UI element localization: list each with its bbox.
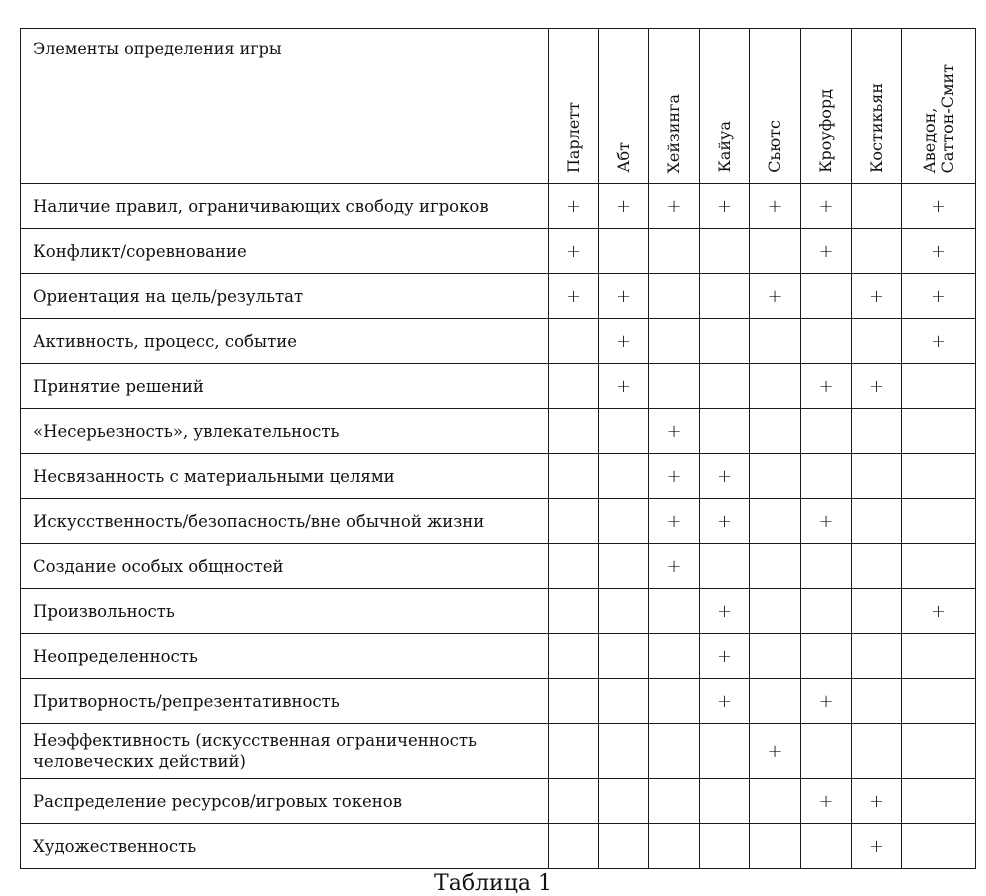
mark-cell-empty xyxy=(852,679,902,724)
mark-cell-empty xyxy=(649,364,700,409)
mark-cell-plus: + xyxy=(700,634,750,679)
author-header-huizinga xyxy=(649,29,700,184)
mark-cell-plus: + xyxy=(599,274,649,319)
row-label: Активность, процесс, событие xyxy=(33,331,297,351)
mark-cell-plus: + xyxy=(902,184,976,229)
mark-cell-empty xyxy=(599,824,649,869)
mark-cell-empty xyxy=(902,499,976,544)
mark-cell-empty xyxy=(599,679,649,724)
mark-cell-empty xyxy=(902,544,976,589)
table-row xyxy=(21,499,976,544)
mark-cell-empty xyxy=(549,779,599,824)
row-label: Неэффективность (искусственная ограниченность человеческих действий) xyxy=(33,731,478,771)
mark-cell-plus: + xyxy=(852,779,902,824)
mark-cell-empty xyxy=(549,679,599,724)
mark-cell-plus: + xyxy=(649,454,700,499)
mark-cell-empty xyxy=(902,409,976,454)
mark-cell-plus: + xyxy=(700,589,750,634)
table-row xyxy=(21,364,976,409)
mark-cell-plus: + xyxy=(750,724,801,779)
mark-cell-empty xyxy=(801,409,852,454)
mark-cell-empty xyxy=(649,679,700,724)
mark-cell-empty xyxy=(750,544,801,589)
row-label-cell xyxy=(21,229,549,274)
mark-cell-empty xyxy=(649,824,700,869)
mark-cell-empty xyxy=(599,499,649,544)
mark-cell-empty xyxy=(649,229,700,274)
author-header-crawford xyxy=(801,29,852,184)
author-header-costikyan xyxy=(852,29,902,184)
mark-cell-empty xyxy=(700,724,750,779)
mark-cell-empty xyxy=(599,779,649,824)
row-label-cell xyxy=(21,499,549,544)
mark-cell-empty xyxy=(700,319,750,364)
mark-cell-plus: + xyxy=(549,184,599,229)
row-label: Притворность/репрезентативность xyxy=(33,691,340,711)
mark-cell-empty xyxy=(750,589,801,634)
mark-cell-plus: + xyxy=(902,319,976,364)
mark-cell-empty xyxy=(700,364,750,409)
mark-cell-plus: + xyxy=(700,499,750,544)
author-label: Парлетт xyxy=(563,101,583,173)
mark-cell-plus: + xyxy=(801,184,852,229)
mark-cell-empty xyxy=(750,634,801,679)
author-header-avedon-sutton-smith xyxy=(902,29,976,184)
table-row xyxy=(21,589,976,634)
mark-cell-plus: + xyxy=(649,409,700,454)
game-definition-table xyxy=(20,28,976,869)
row-label: «Несерьезность», увлекательность xyxy=(33,421,340,441)
mark-cell-empty xyxy=(902,724,976,779)
mark-cell-plus: + xyxy=(750,274,801,319)
row-label-cell xyxy=(21,319,549,364)
table-row xyxy=(21,409,976,454)
row-label: Конфликт/соревнование xyxy=(33,241,247,261)
mark-cell-empty xyxy=(700,229,750,274)
mark-cell-empty xyxy=(649,634,700,679)
mark-cell-plus: + xyxy=(599,364,649,409)
mark-cell-plus: + xyxy=(801,499,852,544)
mark-cell-plus: + xyxy=(852,364,902,409)
mark-cell-empty xyxy=(750,454,801,499)
row-label: Создание особых общностей xyxy=(33,556,284,576)
table-row xyxy=(21,229,976,274)
mark-cell-empty xyxy=(649,724,700,779)
mark-cell-plus: + xyxy=(700,454,750,499)
author-header-suits xyxy=(750,29,801,184)
mark-cell-empty xyxy=(801,274,852,319)
author-label: Абт xyxy=(613,142,633,173)
row-label: Художественность xyxy=(33,836,197,856)
mark-cell-empty xyxy=(801,824,852,869)
mark-cell-empty xyxy=(902,679,976,724)
mark-cell-empty xyxy=(750,824,801,869)
mark-cell-empty xyxy=(801,544,852,589)
table-row xyxy=(21,184,976,229)
mark-cell-empty xyxy=(902,824,976,869)
mark-cell-empty xyxy=(852,319,902,364)
mark-cell-empty xyxy=(750,319,801,364)
mark-cell-empty xyxy=(700,824,750,869)
mark-cell-plus: + xyxy=(852,274,902,319)
corner-label: Элементы определения игры xyxy=(33,39,282,58)
table-body xyxy=(21,184,976,869)
mark-cell-empty xyxy=(549,724,599,779)
mark-cell-empty xyxy=(852,589,902,634)
table-caption: Таблица 1 xyxy=(434,871,552,896)
author-header-caillois xyxy=(700,29,750,184)
mark-cell-empty xyxy=(649,274,700,319)
row-label-cell xyxy=(21,184,549,229)
mark-cell-plus: + xyxy=(801,779,852,824)
table-row xyxy=(21,274,976,319)
row-label-cell xyxy=(21,364,549,409)
row-label: Наличие правил, ограничивающих свободу игроков xyxy=(33,196,489,216)
mark-cell-empty xyxy=(801,634,852,679)
mark-cell-empty xyxy=(750,229,801,274)
mark-cell-plus: + xyxy=(599,184,649,229)
mark-cell-empty xyxy=(852,724,902,779)
mark-cell-empty xyxy=(750,409,801,454)
row-label: Ориентация на цель/результат xyxy=(33,286,304,306)
mark-cell-empty xyxy=(599,454,649,499)
author-label: Сьютс xyxy=(765,120,784,173)
row-label-cell xyxy=(21,724,549,779)
mark-cell-plus: + xyxy=(549,229,599,274)
mark-cell-plus: + xyxy=(700,679,750,724)
mark-cell-empty xyxy=(549,319,599,364)
row-label-cell xyxy=(21,454,549,499)
table-row xyxy=(21,634,976,679)
author-label: Аведон, Саттон-Смит xyxy=(919,63,957,173)
table-row xyxy=(21,779,976,824)
table-row xyxy=(21,544,976,589)
author-label: Костикьян xyxy=(866,83,886,173)
mark-cell-empty xyxy=(549,499,599,544)
mark-cell-empty xyxy=(549,589,599,634)
mark-cell-empty xyxy=(549,409,599,454)
row-label-cell xyxy=(21,544,549,589)
game-definition-table-container xyxy=(20,28,975,869)
row-label: Неопределенность xyxy=(33,646,198,666)
mark-cell-empty xyxy=(599,229,649,274)
mark-cell-empty xyxy=(852,544,902,589)
row-label-cell xyxy=(21,589,549,634)
row-label: Искусственность/безопасность/вне обычной жизни xyxy=(33,511,485,531)
row-label: Принятие решений xyxy=(33,376,204,396)
row-label-cell xyxy=(21,634,549,679)
mark-cell-empty xyxy=(549,824,599,869)
row-label: Распределение ресурсов/игровых токенов xyxy=(33,791,403,811)
mark-cell-empty xyxy=(852,229,902,274)
mark-cell-empty xyxy=(902,364,976,409)
mark-cell-empty xyxy=(700,274,750,319)
mark-cell-empty xyxy=(852,454,902,499)
mark-cell-empty xyxy=(649,319,700,364)
author-label: Кайуа xyxy=(714,121,734,173)
mark-cell-plus: + xyxy=(902,589,976,634)
mark-cell-empty xyxy=(700,779,750,824)
mark-cell-empty xyxy=(852,499,902,544)
mark-cell-empty xyxy=(750,364,801,409)
mark-cell-empty xyxy=(700,544,750,589)
mark-cell-plus: + xyxy=(902,229,976,274)
author-header-abt xyxy=(599,29,649,184)
mark-cell-empty xyxy=(902,454,976,499)
table-row xyxy=(21,454,976,499)
mark-cell-empty xyxy=(801,319,852,364)
author-header-parlett xyxy=(549,29,599,184)
mark-cell-empty xyxy=(902,634,976,679)
mark-cell-empty xyxy=(649,779,700,824)
mark-cell-empty xyxy=(852,184,902,229)
mark-cell-empty xyxy=(902,779,976,824)
mark-cell-empty xyxy=(852,634,902,679)
row-label: Произвольность xyxy=(33,601,175,621)
mark-cell-plus: + xyxy=(902,274,976,319)
mark-cell-plus: + xyxy=(801,679,852,724)
row-label: Несвязанность с материальными целями xyxy=(33,466,395,486)
corner-header-cell xyxy=(21,29,549,184)
row-label-cell xyxy=(21,679,549,724)
table-row xyxy=(21,319,976,364)
mark-cell-plus: + xyxy=(649,544,700,589)
mark-cell-empty xyxy=(599,634,649,679)
table-header-row xyxy=(21,29,976,184)
mark-cell-empty xyxy=(549,454,599,499)
mark-cell-plus: + xyxy=(801,364,852,409)
mark-cell-empty xyxy=(852,409,902,454)
mark-cell-plus: + xyxy=(801,229,852,274)
mark-cell-plus: + xyxy=(649,184,700,229)
mark-cell-plus: + xyxy=(750,184,801,229)
mark-cell-empty xyxy=(599,409,649,454)
mark-cell-plus: + xyxy=(599,319,649,364)
mark-cell-plus: + xyxy=(700,184,750,229)
mark-cell-empty xyxy=(649,589,700,634)
table-row xyxy=(21,824,976,869)
mark-cell-empty xyxy=(801,589,852,634)
row-label-cell xyxy=(21,779,549,824)
mark-cell-plus: + xyxy=(649,499,700,544)
mark-cell-empty xyxy=(801,454,852,499)
table-row xyxy=(21,679,976,724)
author-label: Кроуфорд xyxy=(816,89,835,173)
mark-cell-empty xyxy=(750,499,801,544)
mark-cell-empty xyxy=(549,634,599,679)
mark-cell-empty xyxy=(599,724,649,779)
row-label-cell xyxy=(21,274,549,319)
mark-cell-empty xyxy=(549,544,599,589)
mark-cell-plus: + xyxy=(852,824,902,869)
mark-cell-empty xyxy=(599,544,649,589)
mark-cell-empty xyxy=(549,364,599,409)
mark-cell-empty xyxy=(750,679,801,724)
mark-cell-empty xyxy=(801,724,852,779)
row-label-cell xyxy=(21,824,549,869)
mark-cell-plus: + xyxy=(549,274,599,319)
table-row xyxy=(21,724,976,779)
author-label: Хейзинга xyxy=(664,93,683,173)
mark-cell-empty xyxy=(750,779,801,824)
mark-cell-empty xyxy=(599,589,649,634)
row-label-cell xyxy=(21,409,549,454)
mark-cell-empty xyxy=(700,409,750,454)
